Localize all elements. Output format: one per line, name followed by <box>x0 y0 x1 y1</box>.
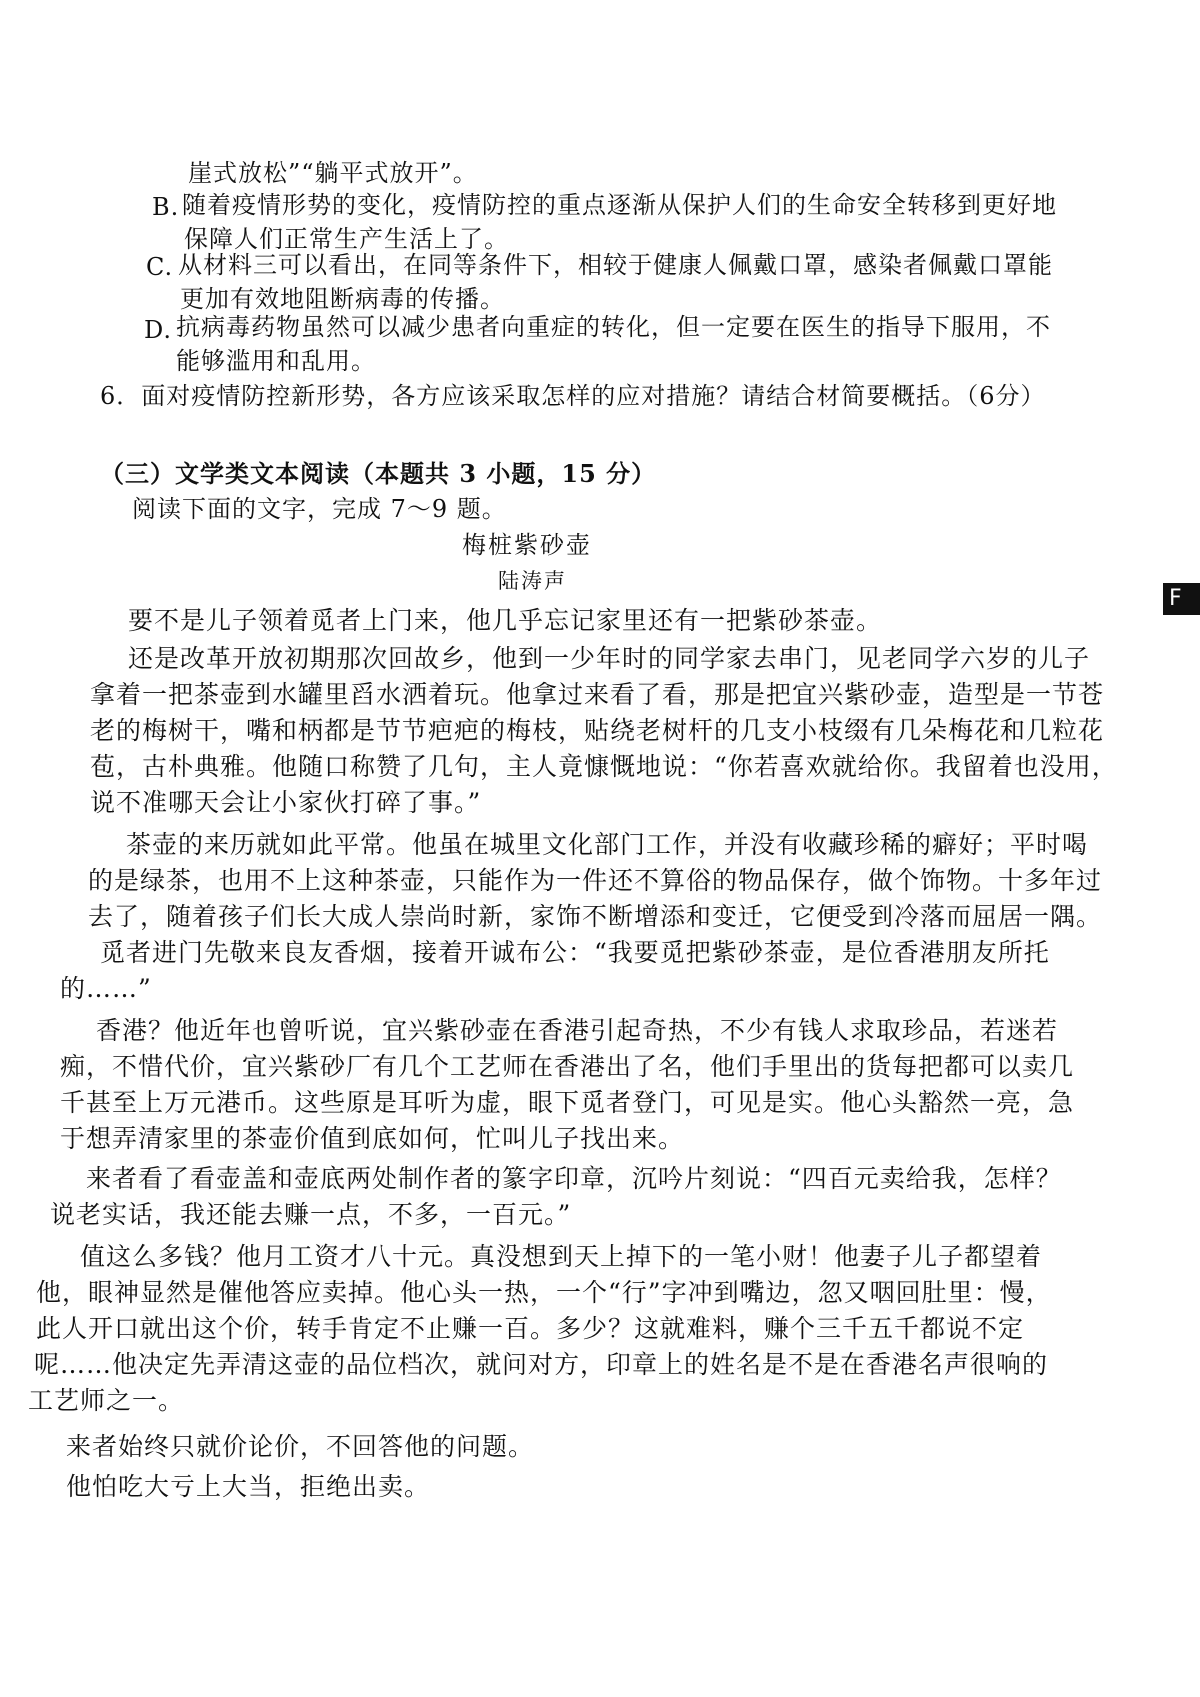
story-line: 于想弄清家里的茶壶价值到底如何，忙叫儿子找出来。 <box>60 1124 685 1153</box>
section-instruction: 阅读下面的文字，完成 7～9 题。 <box>132 495 507 523</box>
story-line: 老的梅树干，嘴和柄都是节节疤疤的梅枝，贴绕老树杆的几支小枝缀有几朵梅花和几粒花 <box>90 716 1105 745</box>
story-line: 呢……他决定先弄清这壶的品位档次，就问对方，印章上的姓名是不是在香港名声很响的 <box>34 1350 1049 1379</box>
story-line: 说老实话，我还能去赚一点，不多，一百元。” <box>50 1200 572 1229</box>
option-c-line-2: 更加有效地阻断病毒的传播。 <box>180 285 505 313</box>
story-title: 梅桩紫砂壶 <box>462 531 592 559</box>
story-line: 来者始终只就价论价，不回答他的问题。 <box>66 1432 535 1461</box>
story-line: 工艺师之一。 <box>28 1386 185 1415</box>
option-b-line-2: 保障人们正常生产生活上了。 <box>184 225 509 253</box>
option-b-label: B. <box>152 193 180 221</box>
side-tab-marker: F <box>1163 583 1200 615</box>
story-line: 觅者进门先敬来良友香烟，接着开诚布公：“我要觅把紫砂茶壶，是位香港朋友所托 <box>100 938 1050 967</box>
story-author: 陆涛声 <box>498 569 567 593</box>
section-heading: （三）文学类文本阅读（本题共 3 小题，15 分） <box>100 459 657 488</box>
story-line: 痴，不惜代价，宜兴紫砂厂有几个工艺师在香港出了名，他们手里出的货每把都可以卖几 <box>60 1052 1075 1081</box>
story-line: 的是绿茶，也用不上这种茶壶，只能作为一件还不算俗的物品保存，做个饰物。十多年过 <box>88 866 1103 895</box>
story-line: 值这么多钱？他月工资才八十元。真没想到天上掉下的一笔小财！他妻子儿子都望着 <box>80 1242 1043 1271</box>
story-line: 来者看了看壶盖和壶底两处制作者的篆字印章，沉吟片刻说：“四百元卖给我，怎样？ <box>86 1164 1062 1193</box>
story-line: 的……” <box>60 974 152 1003</box>
story-line: 苞，古朴典雅。他随口称赞了几句，主人竟慷慨地说：“你若喜欢就给你。我留着也没用， <box>90 752 1118 781</box>
story-line: 拿着一把茶壶到水罐里舀水洒着玩。他拿过来看了看，那是把宜兴紫砂壶，造型是一节苍 <box>90 680 1105 709</box>
story-line: 去了，随着孩子们长大成人崇尚时新，家饰不断增添和变迁，它便受到冷落而屈居一隅。 <box>88 902 1103 931</box>
story-line: 还是改革开放初期那次回故乡，他到一少年时的同学家去串门，见老同学六岁的儿子 <box>128 644 1091 673</box>
story-line: 此人开口就出这个价，转手肯定不止赚一百。多少？这就难料，赚个三千五千都说不定 <box>36 1314 1025 1343</box>
question-6: 6．面对疫情防控新形势，各方应该采取怎样的应对措施？请结合材简要概括。（6分） <box>100 382 1046 410</box>
option-d-line-1: 抗病毒药物虽然可以减少患者向重症的转化，但一定要在医生的指导下服用，不 <box>176 313 1051 341</box>
story-line: 茶壶的来历就如此平常。他虽在城里文化部门工作，并没有收藏珍稀的癖好；平时喝 <box>126 830 1089 859</box>
option-c-line-1: 从材料三可以看出，在同等条件下，相较于健康人佩戴口罩，感染者佩戴口罩能 <box>178 251 1053 279</box>
option-d-label: D. <box>144 316 173 344</box>
option-c-label: C. <box>146 253 174 281</box>
option-d-line-2: 能够滥用和乱用。 <box>176 347 376 375</box>
option-a-continuation: 崖式放松”“躺平式放开”。 <box>188 159 478 187</box>
story-line: 他怕吃大亏上大当，拒绝出卖。 <box>66 1472 431 1501</box>
story-line: 香港？他近年也曾听说，宜兴紫砂壶在香港引起奇热，不少有钱人求取珍品，若迷若 <box>96 1016 1059 1045</box>
story-line: 千甚至上万元港币。这些原是耳听为虚，眼下觅者登门，可见是实。他心头豁然一亮，急 <box>60 1088 1075 1117</box>
option-b-line-1: 随着疫情形势的变化，疫情防控的重点逐渐从保护人们的生命安全转移到更好地 <box>182 191 1057 219</box>
story-line: 要不是儿子领着觅者上门来，他几乎忘记家里还有一把紫砂茶壶。 <box>128 606 883 635</box>
story-line: 说不准哪天会让小家伙打碎了事。” <box>90 788 482 817</box>
story-line: 他，眼神显然是催他答应卖掉。他心头一热，一个“行”字冲到嘴边，忽又咽回肚里：慢， <box>36 1278 1052 1307</box>
